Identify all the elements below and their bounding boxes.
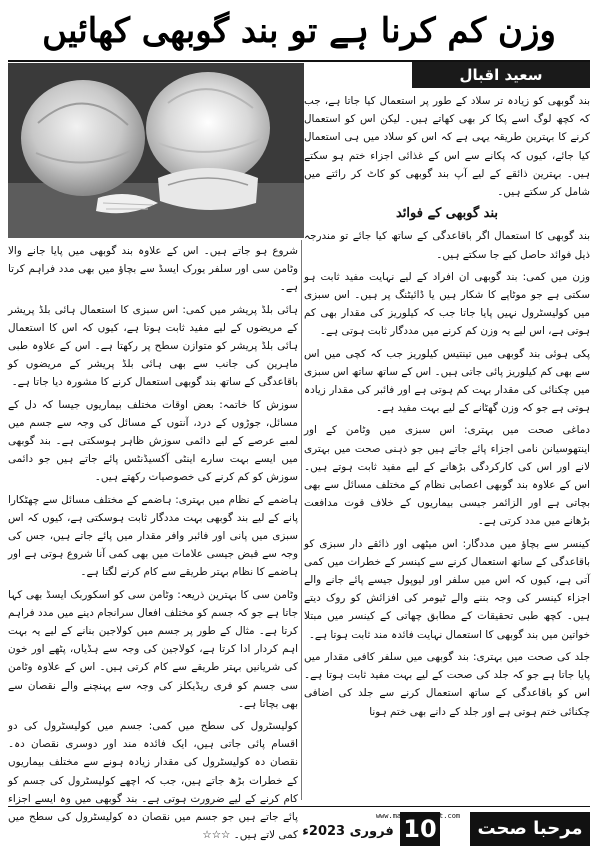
paragraph: کولیسٹرول کی سطح میں کمی: جسم میں کولیسٹرول کی دو اقسام پائی جاتی ہیں، ایک فائدہ مند اور دوسری نقصان دہ۔ نقصان دہ کولیسٹرول کی مقدار زیادہ ہونے سے مختلف بیماریوں کے خطرات بڑھ جاتے ہیں، جب کہ اچھے کولیسٹرول کی جسم کو کام کرنے کے لیے ضرورت ہوتی ہے۔ بند گوبھی میں وہ ایسے اجزاء پائے جاتے ہیں جو جسم میں نقصان دہ کولیسٹرول کی سطح میں کمی لاتے ہیں۔ ☆☆☆ <box>8 720 298 842</box>
website-url[interactable]: www.marhabasehat.com <box>375 812 461 820</box>
section-heading: بند گوبھی کے فوائد <box>395 206 499 222</box>
magazine-logo: مرحبا صحت <box>470 812 590 846</box>
column-divider <box>301 240 302 800</box>
paragraph: سوزش کا خاتمہ: بعض اوقات مختلف بیماریوں جیسا کہ دل کے مسائل، جوڑوں کے درد، آنتوں کے مسائل کی وجہ سے جسم میں لمبے عرصے کے لیے دائمی سوزش ظاہر ہوسکتی ہے۔ بند گوبھی میں ایسے بہت سارے اینٹی آکسیڈنٹس پائے جاتے ہیں جو دائمی سوزش کو کم کرنے کی خصوصیات رکھتے ہیں۔ <box>8 398 298 484</box>
paragraph: پکی ہوئی بند گوبھی میں تینتیس کیلوریز جب کہ کچی میں اس سے بھی کم کیلوریز پائی جاتی ہیں۔ اس کے ساتھ ساتھ اس سبزی میں چکنائی کی مقدار بہت کم ہوتی ہے اور فائبر کی مقدار زیادہ ہوتی ہے جو کہ وزن گھٹانے کے لیے بہت مفید ہے۔ <box>304 347 590 415</box>
article-title: وزن کم کرنا ہے تو بند گوبھی کھائیں <box>42 11 556 51</box>
paragraph: شروع ہو جاتے ہیں۔ اس کے علاوہ بند گوبھی میں پایا جانے والا وٹامن سی اور سلفر یورک ایسڈ سے بچاؤ میں بھی مدد فراہم کرتا ہے۔ <box>8 245 298 294</box>
paragraph: جلد کی صحت میں بہتری: بند گوبھی میں سلفر کافی مقدار میں پایا جاتا ہے جو کہ جلد کی صحت کے لیے بہت مفید ثابت ہوتا ہے۔ اس کو باقاعدگی کے ساتھ استعمال کرنے سے جلد کی اضافی چکنائی ختم ہوتی ہے اور جلد کے دانے بھی ختم ہونا <box>304 650 590 718</box>
paragraph: کینسر سے بچاؤ میں مددگار: اس میٹھی اور ذائقے دار سبزی کو باقاعدگی کے ساتھ استعمال کرنے سے کینسر کے خطرات میں کمی آتی ہے، کیوں کہ اس میں سلفر اور لیوپول جیسے پائے جانے والے اجزاء کینسر کی وجہ بننے والے ٹیومر کی افزائش کو روک دیتے ہیں۔ کچھ طبی تحقیقات کے مطابق چھاتی کے کینسر میں مبتلا خواتین میں بند گوبھی کا استعمال نہایت فائدہ مند ثابت ہوتا ہے۔ <box>304 537 590 641</box>
intro-paragraph: بند گوبھی کو زیادہ تر سلاد کے طور پر استعمال کیا جاتا ہے، جب کہ کچھ لوگ اسے پکا کر بھی کھاتے ہیں۔ لیکن اس کو استعمال کرنے کا بہترین طریقہ یہی ہے کہ اس کو سلاد میں ہی استعمال کیا جائے، کیوں کہ پکانے سے اس کے غذائی اجزاء ختم ہو سکتے ہیں۔ بہترین ذائقے کے لیے آپ بند گوبھی کو کاٹ کر رائتے میں شامل کر سکتے ہیں۔ <box>304 95 590 199</box>
paragraph: وزن میں کمی: بند گوبھی ان افراد کے لیے نہایت مفید ثابت ہو سکتی ہے جو موٹاپے کا شکار ہیں یا ڈائیٹنگ پر ہیں۔ اس سبزی میں کولیسٹرول نہیں پایا جاتا جب کہ کیلوریز کی مقدار بھی کم ہوتی ہے، اس لیے یہ وزن کم کرنے میں مددگار ثابت ہوتی ہے۔ <box>304 270 590 338</box>
paragraph: دماغی صحت میں بہتری: اس سبزی میں وٹامن کے اور اینتھوسیانن نامی اجزاء پائے جاتے ہیں جو ذہنی صحت میں بہتری لانے اور اس کی کارکردگی بڑھانے کے لیے مفید ثابت ہوتے ہیں۔ اس کے علاوہ بند گوبھی اعصابی نظام کے مختلف مسائل سے بھی بچاتی ہے اور الزائمر جیسی بیماریوں کے خلاف قوت مدافعت بڑھانے میں مدد کرتی ہے۔ <box>304 424 590 528</box>
footer-divider <box>8 806 590 807</box>
paragraph: ہائی بلڈ پریشر میں کمی: اس سبزی کا استعمال ہائی بلڈ پریشر کے مریضوں کے لیے مفید ثابت ہوتا ہے، کیوں کہ اس کا استعمال ہائی بلڈ پریشر کو متوازن سطح پر رکھتا ہے۔ اس کے علاوہ طبی ماہرین کی جانب سے بھی ہائی بلڈ پریشر کے مریضوں کو باقاعدگی کے ساتھ بند گوبھی استعمال کرنے کا مشورہ دیا جاتا ہے۔ <box>8 303 298 389</box>
cabbage-photo <box>8 63 304 238</box>
paragraph: بند گوبھی کا استعمال اگر باقاعدگی کے ساتھ کیا جائے تو مندرجہ ذیل فوائد حاصل کیے جا سکتے ہیں۔ <box>304 230 590 261</box>
paragraph: ہاضمے کے نظام میں بہتری: ہاضمے کے مختلف مسائل سے چھٹکارا پانے کے لیے بند گوبھی بہت مددگار ثابت ہوسکتی ہے، کیوں کہ اس سبزی میں پانی اور فائبر وافر مقدار میں پائے جاتے ہیں، جس کی وجہ سے قبض جیسی علامات میں بھی کمی آنا شروع ہوتی ہے اور ہاضمے کا نظام بہتر طریقے سے کام کرنے لگتا ہے۔ <box>8 493 298 579</box>
cabbage-illustration <box>8 63 304 238</box>
author-name: سعید اقبال <box>412 62 590 88</box>
issue-date: فروری 2023ء <box>302 824 394 839</box>
paragraph: وٹامن سی کا بہترین ذریعہ: وٹامن سی کو اسکوربک ایسڈ بھی کہا جاتا ہے جو کہ جسم کو مختلف افعال سرانجام دینے میں مدد فراہم کرتا ہے۔ مثال کے طور پر جسم میں کولاجین بنانے کے لیے یہ بہت اہم کردار ادا کرتا ہے، کولاجین کی وجہ سے ہڈیاں، پٹھے اور خون کی شریانیں بہتر طریقے سے کام کرتی ہیں۔ اس کے علاوہ وٹامن سی جسم کو فری ریڈیکلز کی وجہ سے پہنچنے والے نقصان سے بھی بچاتا ہے۔ <box>8 588 298 710</box>
page-number: 10 <box>400 812 440 846</box>
right-column <box>304 92 590 792</box>
left-column <box>8 242 298 842</box>
